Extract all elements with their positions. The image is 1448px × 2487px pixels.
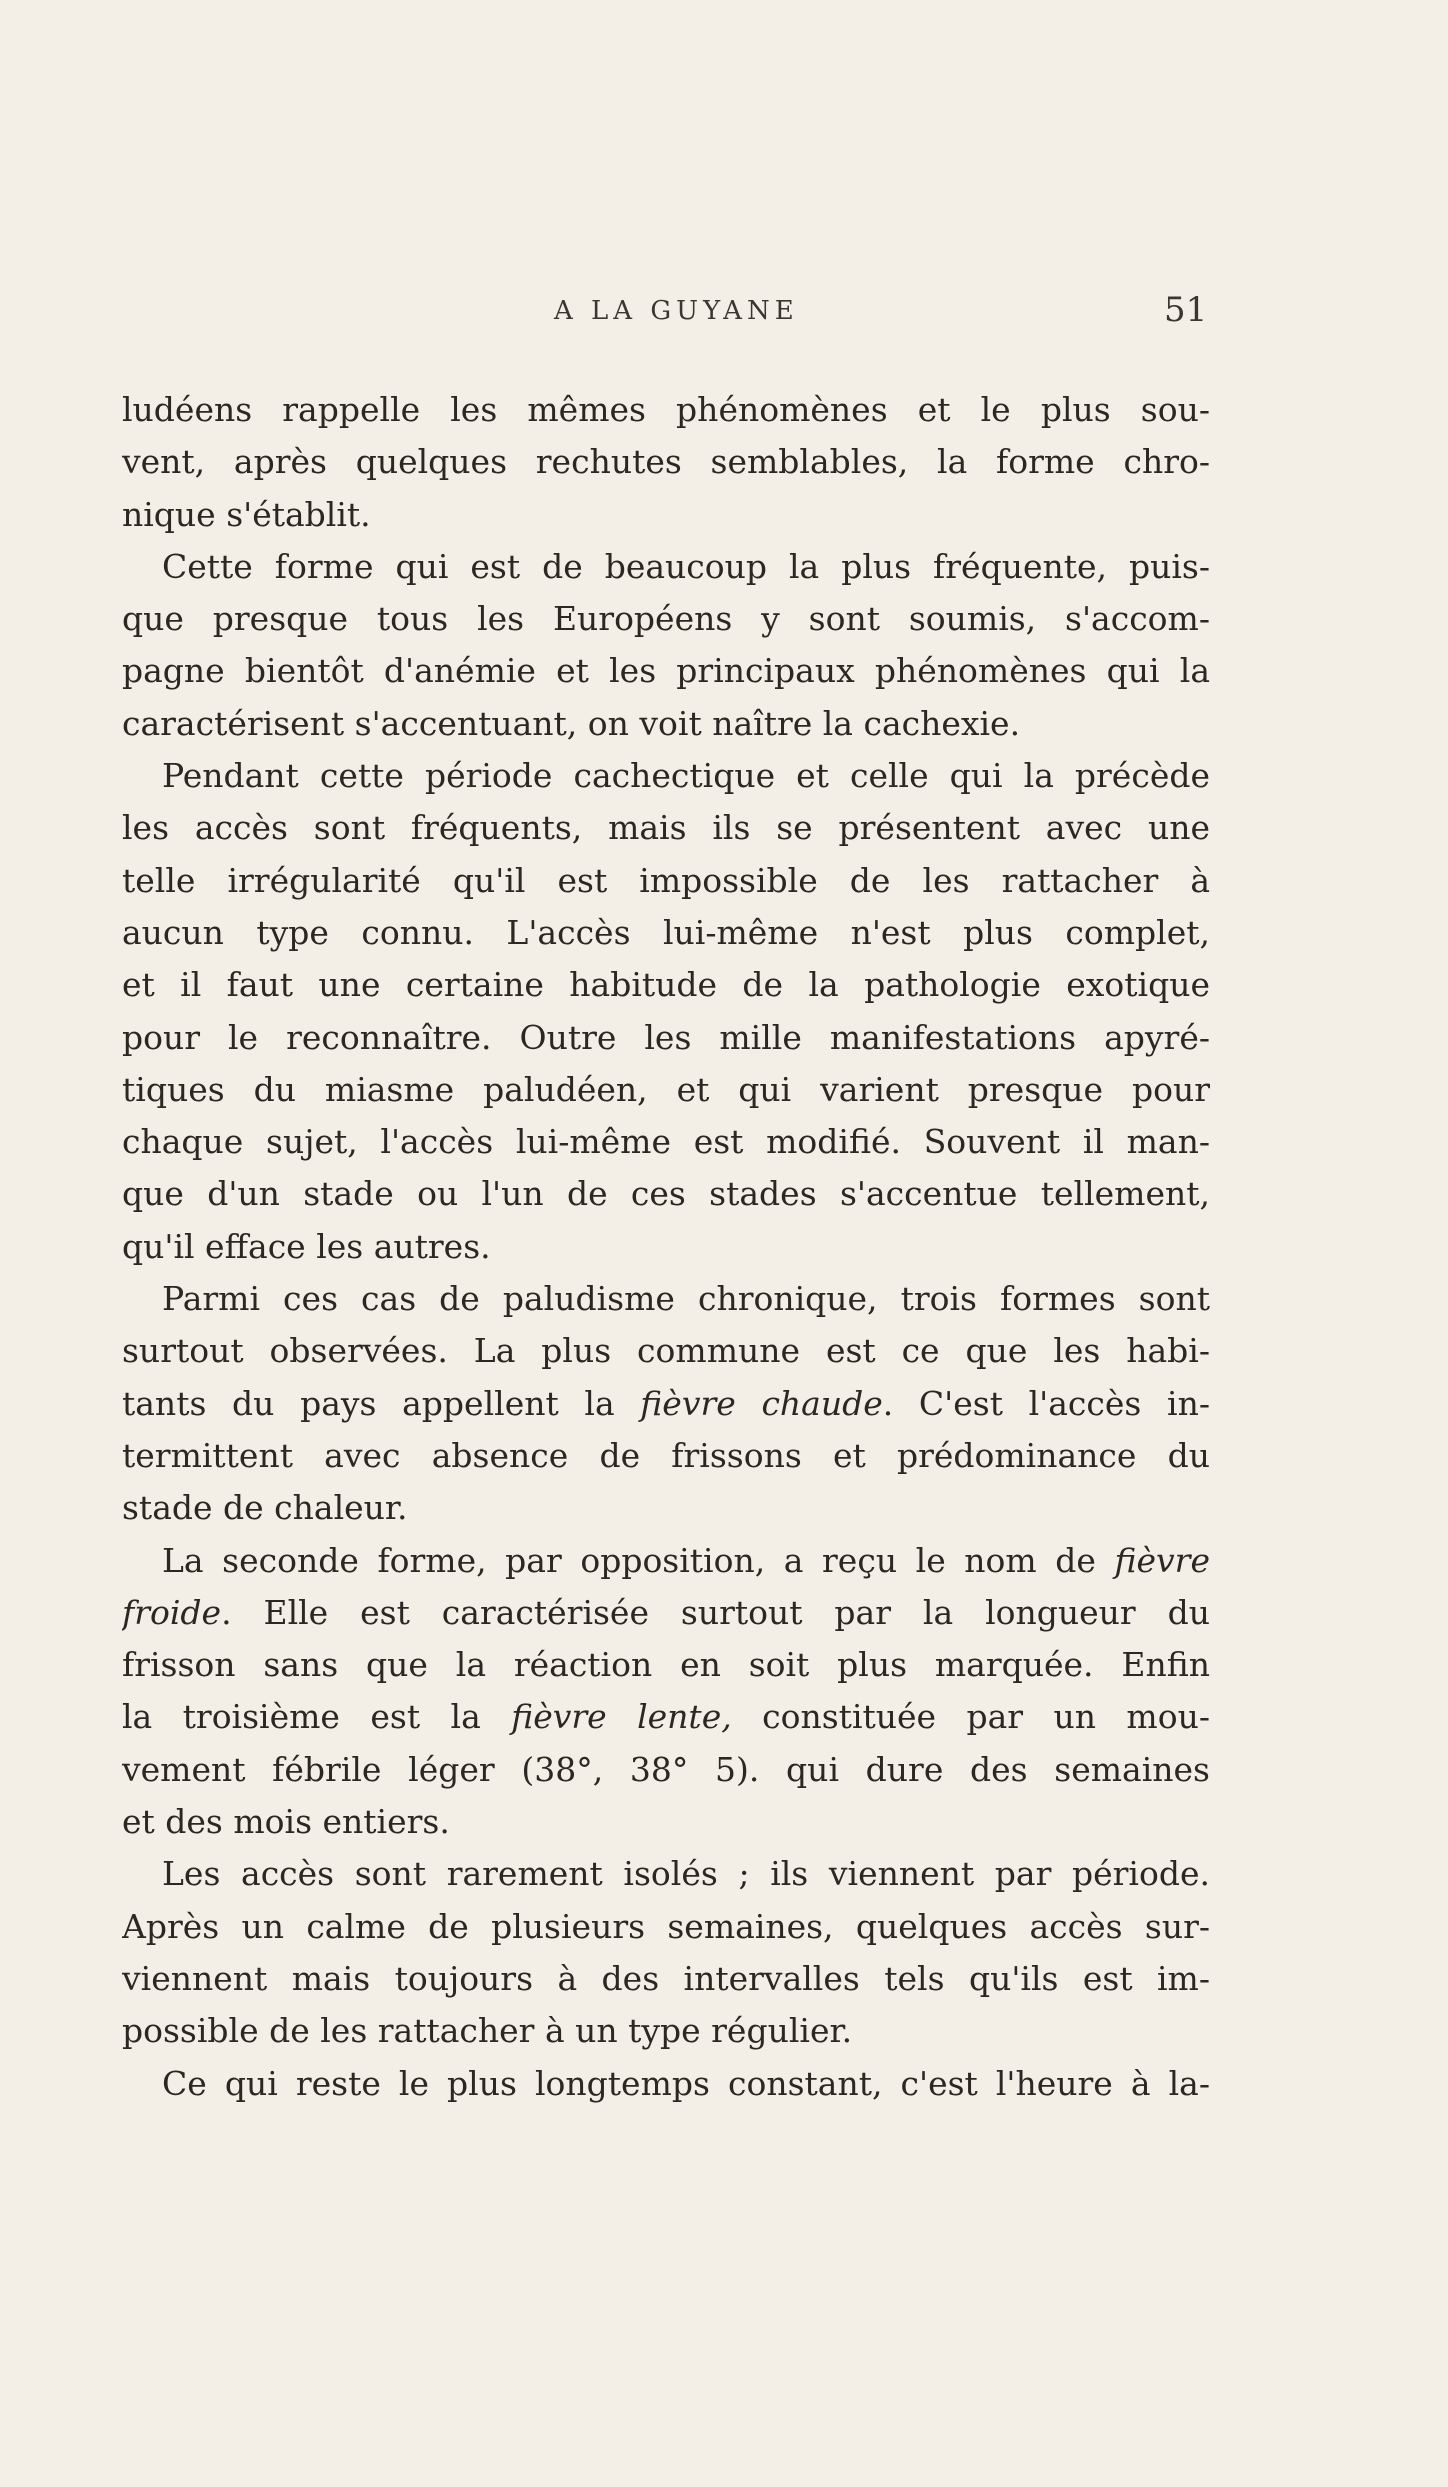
text-line: termittent avec absence de frissons et prédominance du	[122, 1435, 1210, 1475]
text-line: pour le reconnaître. Outre les mille manifestations apyré-	[122, 1017, 1210, 1057]
italic-term: froide	[122, 1592, 222, 1632]
page-number: 51	[1164, 290, 1208, 330]
text-segment: tants du pays appellent la	[122, 1383, 641, 1423]
text-line: vent, après quelques rechutes semblables, la forme chro-	[122, 442, 1210, 482]
text-line: possible de les rattacher à un type régulier.	[122, 2011, 853, 2051]
text-line: les accès sont fréquents, mais ils se présentent avec une	[122, 808, 1210, 848]
text-line	[122, 1691, 1210, 1743]
text-line: stade de chaleur.	[122, 1488, 408, 1528]
italic-term: fièvre lente,	[511, 1697, 732, 1737]
text-segment: constituée par un mou-	[731, 1697, 1210, 1737]
text-line: surtout observées. La plus commune est ce que les habi-	[122, 1331, 1210, 1371]
text-line: vement fébrile léger (38°, 38° 5). qui dure des semaines	[122, 1749, 1210, 1789]
text-line	[122, 1587, 1210, 1639]
italic-term: fièvre chaude	[640, 1383, 883, 1423]
text-line: caractérisent s'accentuant, on voit naître la cachexie.	[122, 703, 1021, 743]
text-segment: la troisième est la	[122, 1697, 512, 1737]
text-line: viennent mais toujours à des intervalles tels qu'ils est im-	[122, 1958, 1210, 1998]
text-line: que d'un stade ou l'un de ces stades s'accentue tellement,	[122, 1174, 1210, 1214]
text-line: Ce qui reste le plus longtemps constant, c'est l'heure à la-	[162, 2063, 1210, 2103]
text-line: Les accès sont rarement isolés ; ils viennent par période.	[162, 1854, 1210, 1894]
text-line: Pendant cette période cachectique et celle qui la précède	[162, 756, 1210, 796]
text-line: ludéens rappelle les mêmes phénomènes et le plus sou-	[122, 390, 1210, 429]
text-line: chaque sujet, l'accès lui-même est modifié. Souvent il man-	[122, 1122, 1210, 1162]
running-title: A LA GUYANE	[554, 296, 799, 326]
text-line	[122, 1535, 1210, 1587]
text-line	[122, 1378, 1210, 1430]
text-line: pagne bientôt d'anémie et les principaux phénomènes qui la	[122, 651, 1210, 691]
text-line: Parmi ces cas de paludisme chronique, trois formes sont	[162, 1279, 1210, 1319]
text-line: frisson sans que la réaction en soit plus marquée. Enfin	[122, 1645, 1210, 1685]
text-line: Après un calme de plusieurs semaines, quelques accès sur-	[122, 1906, 1210, 1946]
text-line: Cette forme qui est de beaucoup la plus fréquente, puis-	[162, 546, 1210, 586]
text-line: telle irrégularité qu'il est impossible de les rattacher à	[122, 860, 1210, 900]
text-segment: . C'est l'accès in-	[882, 1383, 1210, 1423]
italic-term: fièvre	[1114, 1540, 1210, 1580]
body-text	[122, 384, 1210, 2110]
text-line: qu'il efface les autres.	[122, 1226, 491, 1266]
text-line: tiques du miasme paludéen, et qui varient presque pour	[122, 1069, 1210, 1109]
text-line: nique s'établit.	[122, 494, 371, 534]
text-segment: La seconde forme, par opposition, a reçu le nom de	[162, 1540, 1115, 1580]
text-line: et des mois entiers.	[122, 1802, 450, 1842]
text-segment: . Elle est caractérisée surtout par la longueur du	[221, 1592, 1210, 1632]
text-line: et il faut une certaine habitude de la pathologie exotique	[122, 965, 1210, 1005]
text-line: aucun type connu. L'accès lui-même n'est plus complet,	[122, 912, 1210, 952]
text-line: que presque tous les Européens y sont soumis, s'accom-	[122, 599, 1210, 639]
